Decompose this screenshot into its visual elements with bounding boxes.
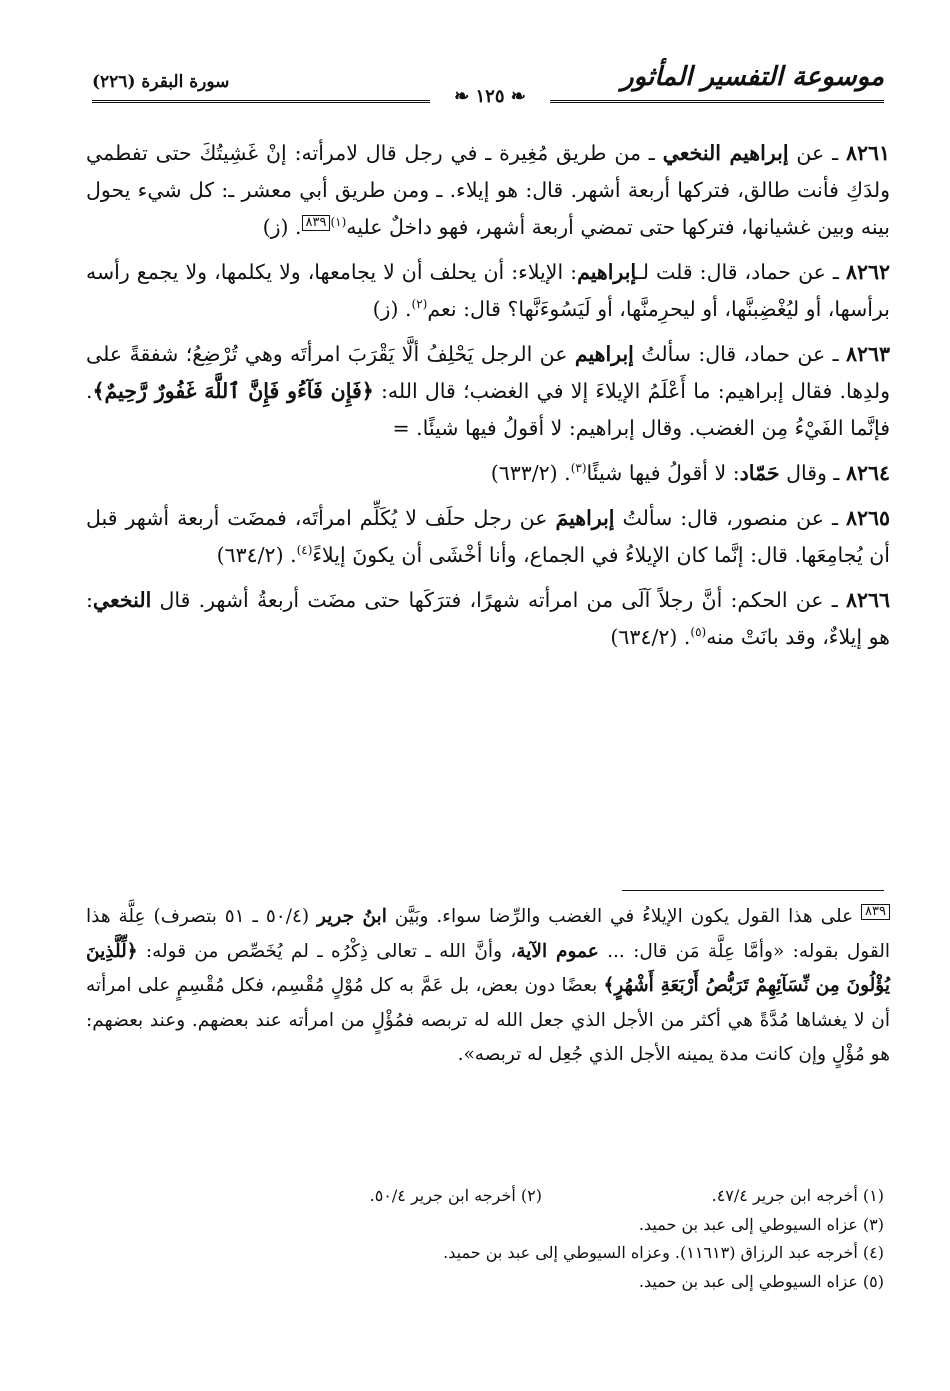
footnote-ref: (٢) [411, 297, 428, 312]
footnote: (٤) أخرجه عبد الرزاق (١١٦١٣). وعزاه السيوطي إلى عبد بن حميد. [443, 1243, 884, 1262]
scholar-name: ابنُ جرير [317, 906, 387, 927]
footnote: (٣) عزاه السيوطي إلى عبد بن حميد. [638, 1214, 884, 1234]
highlighted-phrase: عموم الآية [516, 940, 599, 962]
quran-verse: ﴿فَإِن فَآءُو فَإِنَّ ٱللَّهَ غَفُورٌ رَّحِيمٌ﴾ [92, 379, 374, 403]
footnote-ref: (٣) [570, 461, 587, 476]
entry-number: ٨٢٦١ [845, 141, 890, 165]
footnote-separator [622, 890, 884, 891]
entry-number: ٨٢٦٣ [845, 342, 890, 366]
entry: ٨٢٦٤ ـ وقال حَمّاد: لا أقولُ فيها شيئًا$^{(٣)}$. (٦٣٣/٢) [490, 461, 890, 485]
entry-number: ٨٢٦٢ [845, 260, 890, 284]
page-number: ❧ ١٢٥ ❧ [430, 86, 550, 107]
footnote: (٥) عزاه السيوطي إلى عبد بن حميد. [638, 1271, 884, 1291]
commentary-ref-box: ٨٣٩ [302, 215, 331, 231]
narrator-name: إبراهيم [577, 260, 637, 284]
surah-label: سورة البقرة (٢٢٦) [92, 72, 230, 92]
footnote-ref: (٥) [690, 625, 707, 640]
quran-verse: ﴿لِّلَّذِينَ يُؤْلُونَ مِن نِّسَآئِهِمْ تَرَبُّصُ أَرْبَعَةِ أَشْهُرٍ﴾ [86, 940, 890, 996]
entry: ٨٢٦٢ ـ عن حماد، قال: قلت لـإبراهيم: الإيلاء: أن يحلف أن لا يجامعها، ولا يكلمها، ولا يجمع رأسه برأسها، أو ليُغْضِبنَّها، أو ليحرِمنَّها، أو لَيَسُوءَنَّها؟ قال: نعم$^{(٢)}$. (ز) [86, 260, 890, 321]
entry-number: ٨٢٦٥ [845, 506, 890, 530]
narrator-name: إبراهيم النخعي [662, 141, 789, 165]
book-title: موسوعة التفسير المأثور [621, 62, 884, 92]
narrator-name: إبراهيمَ [555, 506, 615, 530]
main-text [86, 135, 890, 664]
footnote: (١) أخرجه ابن جرير ٤٧/٤. [711, 1186, 884, 1205]
entry-number: ٨٢٦٤ [845, 461, 890, 485]
footnote-row [200, 1182, 884, 1211]
commentary-note: ٨٣٩ على هذا القول يكون الإيلاءُ في الغضب والرِّضا سواء. وبَيَّن ابنُ جرير (٥٠/٤ ـ ٥١ بتصرف) عِلَّة هذا القول بقوله: «وأمَّا عِلَّة مَن قال: ... عموم الآية، وأنَّ الله ـ تعالى ذِكْرُه ـ لم يُخَصِّص من قوله: ﴿لِّلَّذِينَ يُؤْلُونَ مِن نِّسَآئِهِمْ تَرَبُّصُ أَرْبَعَةِ أَشْهُرٍ﴾ بعضًا دون بعض، بل عَمَّ به كل مُوْلٍ مُقْسِم، فكل مُقْسِمٍ على امرأته أن لا يغشاها مُدَّةً هي أكثر من الأجل الذي جعل الله له تربصه فمُؤْلٍ من امرأته عند بعضهم. وعند بعضهم: هو مُؤْلٍ وإن كانت مدة يمينه الأجل الذي جُعِل له تربصه». [86, 903, 890, 1065]
entry: ٨٢٦١ ـ عن إبراهيم النخعي ـ من طريق مُغِيرة ـ في رجل قال لامرأته: إنْ غَشِيتُكَ حتى تفطمي ولدَكِ فأنت طالق، فتركها أربعة أشهر. قال: هو إيلاء. ـ ومن طريق أبي معشر ـ: كل شيء يحول بينه وبين غشيانها، فتركها حتى تمضي أربعة أشهر، فهو داخلٌ عليه$^{(١)}$٨٣٩. (ز) [86, 141, 890, 239]
entry-number: ٨٢٦٦ [845, 588, 890, 612]
page-number-value: ١٢٥ [475, 86, 505, 107]
narrator-name: النخعي [92, 588, 152, 612]
entry: ٨٢٦٣ ـ عن حماد، قال: سألتُ إبراهيم عن الرجل يَحْلِفُ ألَّا يَقْرَبَ امرأتَه وهي تُرْضِعُ؛ شفقةً على ولدِها. فقال إبراهيم: ما أَعْلَمُ الإيلاءَ إلا في الغضب؛ قال الله: ﴿فَإِن فَآءُو فَإِنَّ ٱللَّهَ غَفُورٌ رَّحِيمٌ﴾. فإنَّما الفَيْءُ مِن الغضب. وقال إبراهيم: لا أقولُ فيها شيئًا. = [86, 342, 890, 440]
narrator-name: حَمّاد [739, 461, 780, 485]
commentary-ref-box: ٨٣٩ [861, 904, 890, 920]
footnote-ref: (٤) [296, 543, 313, 558]
narrator-name: إبراهيم [574, 342, 634, 366]
entry: ٨٢٦٥ ـ عن منصور، قال: سألتُ إبراهيمَ عن رجل حلَف لا يُكَلِّم امرأتَه، فمضَت أربعة أشهر قبل أن يُجامِعَها. قال: إنَّما كان الإيلاءُ في الجماع، وأنا أخْشَى أن يكونَ إيلاءً$^{(٤)}$. (٦٣٤/٢) [86, 506, 890, 567]
footnote: (٢) أخرجه ابن جرير ٥٠/٤. [369, 1186, 542, 1205]
entry: ٨٢٦٦ ـ عن الحكم: أنَّ رجلاً آلَى من امرأته شهرًا، فترَكَها حتى مضَت أربعةُ أشهر. قال النخعي: هو إيلاءٌ، وقد بانَتْ منه$^{(٥)}$. (٦٣٤/٢) [86, 588, 890, 649]
footnotes [200, 1182, 884, 1296]
footnote-ref: (١) [330, 215, 347, 230]
